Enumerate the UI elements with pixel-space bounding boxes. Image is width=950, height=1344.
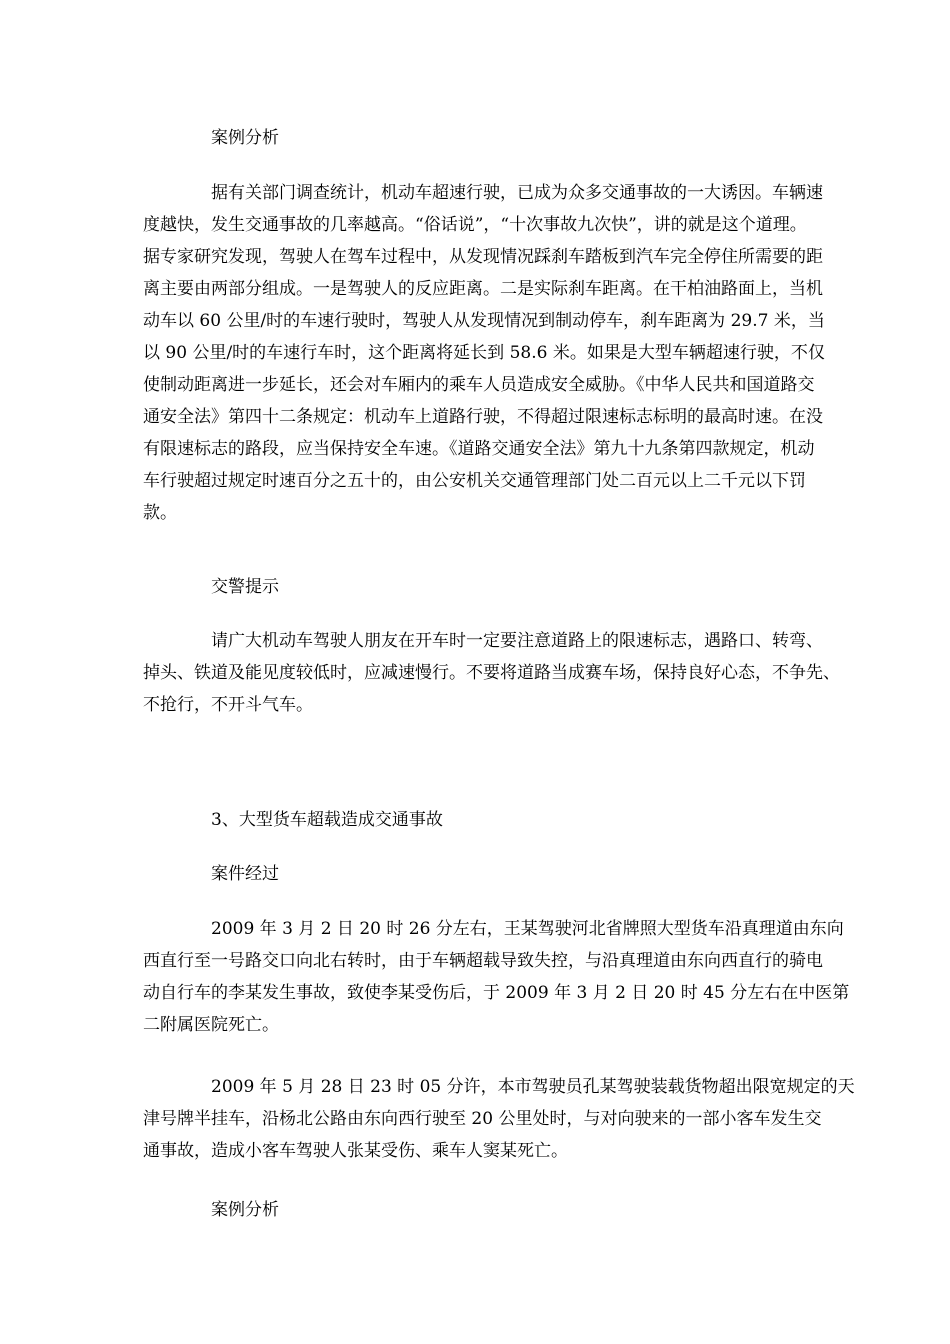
paragraph-line: 使制动距离进一步延长，还会对车厢内的乘车人员造成安全威胁。《中华人民共和国道路交 [143, 375, 815, 395]
heading-police-tip [0, 577, 950, 597]
paragraph-line: 离主要由两部分组成。一是驾驶人的反应距离。二是实际刹车距离。在干柏油路面上，当机 [143, 279, 823, 299]
paragraph-line: 二附属医院死亡。 [143, 1015, 279, 1035]
heading-text: 3、大型货车超载造成交通事故 [211, 810, 443, 830]
paragraph-line: 以 90 公里/时的车速行车时，这个距离将延长到 58.6 米。如果是大型车辆超速行驶，不仅 [143, 343, 825, 363]
paragraph-line: 据专家研究发现，驾驶人在驾车过程中，从发现情况踩刹车踏板到汽车完全停住所需要的距 [143, 247, 823, 267]
paragraph-line: 据有关部门调查统计，机动车超速行驶，已成为众多交通事故的一大诱因。车辆速 [211, 183, 823, 203]
paragraph-line: 车行驶超过规定时速百分之五十的，由公安机关交通管理部门处二百元以上二千元以下罚 [143, 471, 806, 491]
paragraph-line: 动车以 60 公里/时的车速行驶时，驾驶人从发现情况到制动停车，刹车距离为 29.7 米，当 [143, 311, 825, 331]
paragraph-body [0, 177, 950, 529]
paragraph-case-1 [0, 913, 950, 1041]
paragraph-line: 请广大机动车驾驶人朋友在开车时一定要注意道路上的限速标志，遇路口、转弯、 [211, 631, 823, 651]
paragraph-body [0, 913, 950, 1041]
paragraph-case-2 [0, 1071, 950, 1167]
paragraph-line: 2009 年 3 月 2 日 20 时 26 分左右，王某驾驶河北省牌照大型货车沿真理道由东向 [211, 919, 844, 939]
heading-case-analysis-1 [0, 128, 950, 148]
paragraph-line: 通安全法》第四十二条规定：机动车上道路行驶，不得超过限速标志标明的最高时速。在没 [143, 407, 823, 427]
paragraph-line: 通事故，造成小客车驾驶人张某受伤、乘车人窦某死亡。 [143, 1141, 568, 1161]
paragraph-line: 掉头、铁道及能见度较低时，应减速慢行。不要将道路当成赛车场，保持良好心态，不争先、 [143, 663, 840, 683]
heading-case-process [0, 864, 950, 884]
heading-text: 案例分析 [211, 128, 279, 148]
paragraph-speeding-analysis [0, 177, 950, 529]
paragraph-body [0, 625, 950, 721]
paragraph-line: 度越快，发生交通事故的几率越高。“俗话说”，“十次事故九次快”，讲的就是这个道理。 [143, 215, 807, 235]
paragraph-line: 2009 年 5 月 28 日 23 时 05 分许，本市驾驶员孔某驾驶装载货物超出限宽规定的天 [211, 1077, 855, 1097]
heading-text: 案件经过 [211, 864, 279, 884]
paragraph-police-tip [0, 625, 950, 721]
paragraph-line: 西直行至一号路交口向北右转时，由于车辆超载导致失控，与沿真理道由东向西直行的骑电 [143, 951, 823, 971]
paragraph-line: 有限速标志的路段，应当保持安全车速。《道路交通安全法》第九十九条第四款规定，机动 [143, 439, 815, 459]
heading-case-analysis-2 [0, 1200, 950, 1220]
paragraph-line: 津号牌半挂车，沿杨北公路由东向西行驶至 20 公里处时，与对向驶来的一部小客车发生交 [143, 1109, 822, 1129]
paragraph-line: 动自行车的李某发生事故，致使李某受伤后，于 2009 年 3 月 2 日 20 时 45 分左右在中医第 [143, 983, 850, 1003]
heading-section-3 [0, 810, 950, 830]
paragraph-body [0, 1071, 950, 1167]
paragraph-line: 款。 [143, 503, 177, 523]
heading-text: 交警提示 [211, 577, 279, 597]
heading-text: 案例分析 [211, 1200, 279, 1220]
paragraph-line: 不抢行，不开斗气车。 [143, 695, 313, 715]
